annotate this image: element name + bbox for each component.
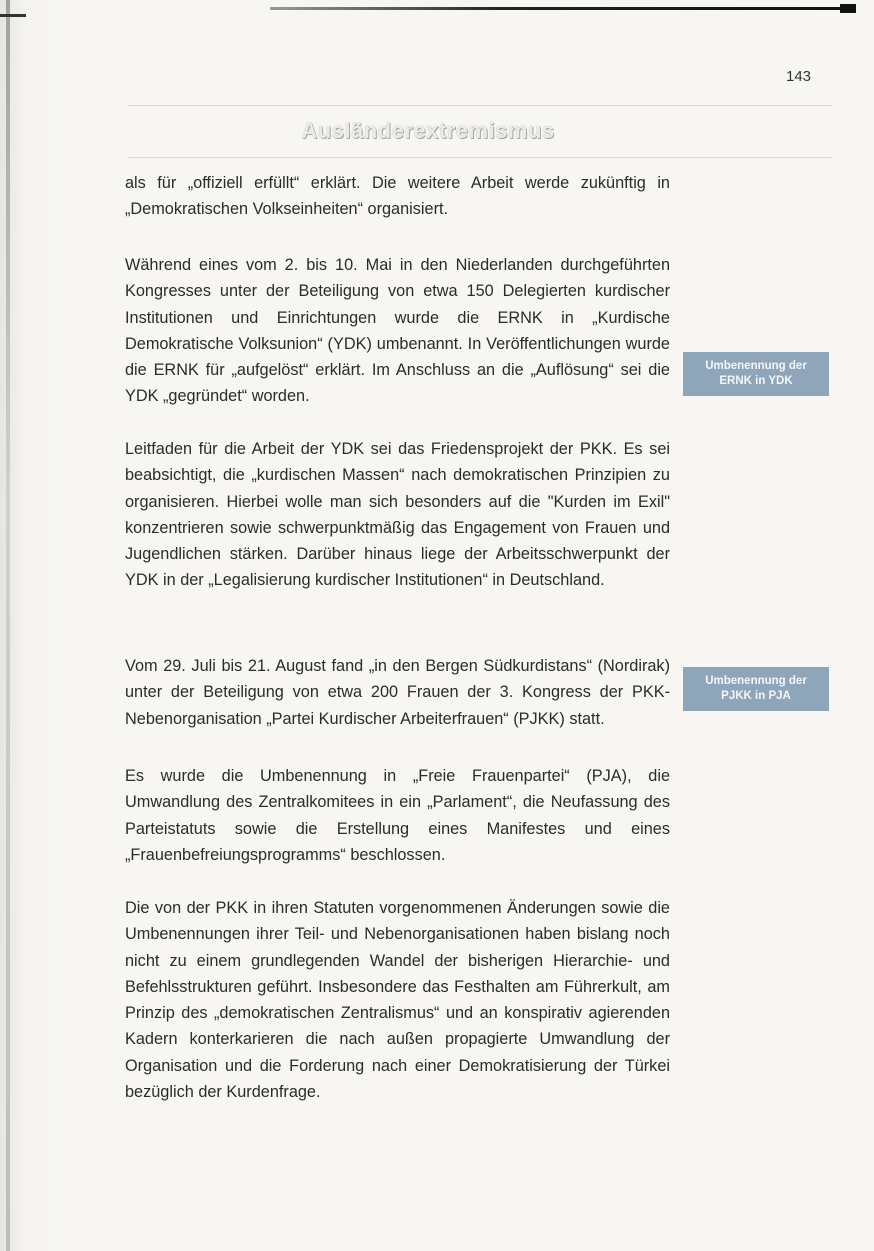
paragraph-ydk-guidelines bbox=[125, 436, 670, 594]
top-rule bbox=[270, 7, 852, 10]
paragraph-text: Die von der PKK in ihren Statuten vorgenommenen Änderungen sowie die Umbenennungen ihrer Teil- und Nebenorganisationen haben bislang noch nicht zu einem grundlegenden Wandel der bisherigen Hierarchie- und Befehlsstrukturen geführt. Insbesondere das Festhalten am Führerkult, am Prinzip des „demokratischen Zentralismus“ und an konspirativ agierenden Kadern konterkarieren die nach außen propagierte Umwandlung der Organisation und die Forderung nach einer Demokratisierung der Türkei bezüglich der Kurdenfrage. bbox=[125, 899, 670, 1102]
margin-note-line: Umbenennung der bbox=[705, 675, 807, 687]
paragraph-text: Vom 29. Juli bis 21. August fand „in den Bergen Südkurdistans“ (Nordirak) unter der Beteiligung von etwa 200 Frauen der 3. Kongress der PKK-Nebenorganisation „Partei Kurdischer Arbeiterfrauen“ (PJKK) statt. bbox=[125, 657, 670, 728]
binding-edge bbox=[6, 0, 10, 1251]
paragraph-intro bbox=[125, 170, 670, 223]
margin-note-line: ERNK in YDK bbox=[719, 375, 793, 387]
paragraph-pja-renaming bbox=[125, 763, 670, 868]
margin-note-pjkk bbox=[683, 667, 829, 711]
paragraph-text: Es wurde die Umbenennung in „Freie Frauenpartei“ (PJA), die Umwandlung des Zentralkomitees in ein „Parlament“, die Neufassung des Parteistatuts sowie die Erstellung eines Manifestes und eines „Frauenbefreiungsprogramms“ beschlossen. bbox=[125, 767, 670, 864]
header-divider-bottom bbox=[128, 157, 833, 158]
section-title: Ausländerextremismus bbox=[301, 118, 555, 143]
margin-note-ernk bbox=[683, 352, 829, 396]
paragraph-pjkk-congress bbox=[125, 653, 670, 732]
top-rule-end bbox=[840, 4, 856, 13]
paragraph-conclusion bbox=[125, 895, 670, 1105]
crop-mark bbox=[0, 14, 26, 17]
margin-note-line: Umbenennung der bbox=[705, 360, 807, 372]
paragraph-text: Während eines vom 2. bis 10. Mai in den Niederlanden durchgeführten Kongresses unter der Beteiligung von etwa 150 Delegierten kurdischer Institutionen und Einrichtungen wurde die ERNK in „Kurdische Demokratische Volksunion“ (YDK) umbenannt. In Veröffentlichungen wurde die ERNK für „aufgelöst“ erklärt. Im Anschluss an die „Auflösung“ sei die YDK „gegründet“ worden. bbox=[125, 256, 670, 406]
paragraph-text: Leitfaden für die Arbeit der YDK sei das Friedensprojekt der PKK. Es sei beabsichtigt, die „kurdischen Massen“ nach demokratischen Prinzipien zu organisieren. Hierbei wolle man sich besonders auf die "Kurden im Exil" konzentrieren sowie schwerpunktmäßig das Engagement von Frauen und Jugendlichen stärken. Darüber hinaus liege der Arbeitsschwerpunkt der YDK in der „Legalisierung kurdischer Institutionen“ in Deutschland. bbox=[125, 440, 670, 590]
page-number: 143 bbox=[786, 68, 812, 85]
paragraph-ydk-congress bbox=[125, 252, 670, 410]
margin-note-line: PJKK in PJA bbox=[721, 690, 791, 702]
header-divider-top bbox=[128, 105, 833, 106]
paragraph-text: als für „offiziell erfüllt“ erklärt. Die weitere Arbeit werde zukünftig in „Demokratischen Volkseinheiten“ organisiert. bbox=[125, 174, 670, 219]
